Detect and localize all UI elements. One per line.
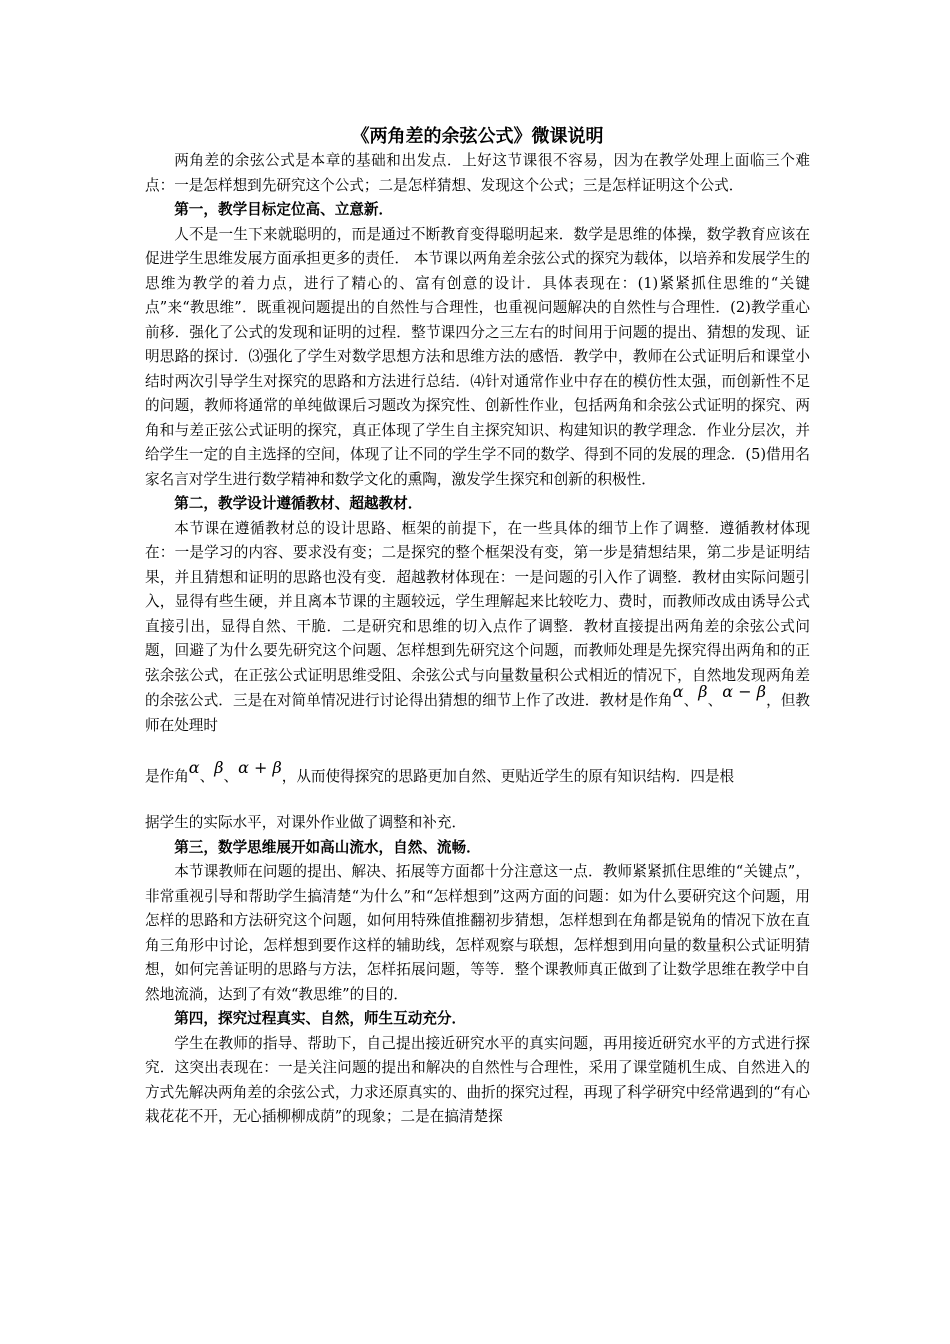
section4-heading: 第四，探究过程真实、自然，师生互动充分．	[174, 1010, 467, 1027]
math-beta: β	[214, 758, 224, 777]
section1-heading: 第一，教学目标定位高、立意新．	[174, 201, 394, 218]
section2-text-part3: 是作角	[145, 768, 189, 785]
section4-paragraph: 学生在教师的指导、帮助下，自己提出接近研究水平的真实问题，再用接近研究水平的方式进行探究．这突出表现在：一是关注问题的提出和解决的自然性与合理性，采用了课堂随机生成、自然进入的方式先解决两角差的余弦公式，力求还原真实的、曲折的探究过程，再现了科学研究中经常遇到的“有心栽花花不开，无心插柳柳成荫”的现象；二是在搞清楚探	[145, 1034, 810, 1125]
separator: 、	[707, 692, 723, 709]
math-alpha: α	[188, 758, 200, 777]
section2-paragraph	[145, 517, 810, 739]
math-beta: β	[698, 682, 708, 701]
section2-text-part2: ，但教师在处理时	[145, 692, 810, 734]
document-page	[145, 125, 810, 1130]
section1-paragraph: 人不是一生下来就聪明的，而是通过不断教育变得聪明起来．数学是思维的体操，数学教育应该在促进学生思维发展方面承担更多的责任． 本节课以两角差余弦公式的探究为载体，以培养和发展学生的思维为教学的着力点，进行了精心的、富有创意的设计．具体表现在：(1)紧紧抓住思维的“关键点”来“教思维”．既重视问题提出的自然性与合理性，也重视问题解决的自然性与合理性．(2)教学重心前移．强化了公式的发现和证明的过程．整节课四分之三左右的时间用于问题的提出、猜想的发现、证明思路的探讨．⑶强化了学生对数学思想方法和思维方法的感悟．教学中，教师在公式证明后和课堂小结时两次引导学生对探究的思路和方法进行总结．⑷针对通常作业中存在的模仿性太强，而创新性不足的问题，教师将通常的单纯做课后习题改为探究性、创新性作业，包括两角和余弦公式证明的探究、两角和与差正弦公式证明的探究，真正体现了学生自主探究知识、构建知识的教学理念．作业分层次，并给学生一定的自主选择的空间，体现了让不同的学生学不同的数学、得到不同的发展的理念．(5)借用名家名言对学生进行数学精神和数学文化的熏陶，激发学生探究和创新的积极性．	[145, 225, 810, 488]
separator: 、	[683, 692, 699, 709]
intro-paragraph: 两角差的余弦公式是本章的基础和出发点．上好这节课很不容易，因为在教学处理上面临三个难点：一是怎样想到先研究这个公式；二是怎样猜想、发现这个公式；三是怎样证明这个公式．	[145, 152, 810, 194]
section2-paragraph-end: 据学生的实际水平，对课外作业做了调整和补充．	[145, 814, 467, 831]
math-alpha-minus-beta: α − β	[722, 682, 766, 701]
section3-paragraph: 本节课教师在问题的提出、解决、拓展等方面都十分注意这一点．教师紧紧抓住思维的“关键点”，非常重视引导和帮助学生搞清楚“为什么”和“怎样想到”这两方面的问题：如为什么要研究这个问题，用怎样的思路和方法研究这个问题，如何用特殊值推翻初步猜想，怎样想到在角都是锐角的情况下放在直角三角形中讨论，怎样想到要作这样的辅助线，怎样观察与联想，怎样想到用向量的数量积公式证明猜想，如何完善证明的思路与方法，怎样拓展问题，等等．整个课教师真正做到了让数学思维在教学中自然地流淌，达到了有效“教思维”的目的．	[145, 863, 810, 1003]
section3-heading: 第三，数学思维展开如高山流水，自然、流畅．	[174, 838, 481, 856]
separator: 、	[223, 768, 239, 785]
document-title: 《两角差的余弦公式》微课说明	[351, 126, 604, 147]
section2-paragraph-continued	[145, 752, 810, 801]
math-alpha-plus-beta: α + β	[238, 758, 282, 777]
section2-text-part1: 本节课在遵循教材总的设计思路、框架的前提下，在一些具体的细节上作了调整．遵循教材体现在：一是学习的内容、要求没有变；二是探究的整个框架没有变，第一步是猜想结果，第二步是证明结果，并且猜想和证明的思路也没有变．超越教材体现在：一是问题的引入作了调整．教材由实际问题引入，显得有些生硬，并且离本节课的主题较远，学生理解起来比较吃力、费时，而教师改成由诱导公式直接引出，显得自然、干脆．二是研究和思维的切入点作了调整．教材直接提出两角差的余弦公式问题，回避了为什么要先研究这个问题、怎样想到先研究这个问题，而教师处理是先探究得出两角和的正弦余弦公式，在正弦公式证明思维受阻、余弦公式与向量数量积公式相近的情况下，自然地发现两角差的余弦公式．三是在对简单情况进行讨论得出猜想的细节上作了改进．教材是作角	[145, 519, 810, 709]
section2-text-part4: ，从而使得探究的思路更加自然、更贴近学生的原有知识结构．四是根	[281, 768, 735, 785]
math-alpha: α	[672, 682, 684, 701]
section2-heading: 第二，教学设计遵循教材、超越教材．	[174, 495, 423, 512]
separator: 、	[199, 768, 215, 785]
